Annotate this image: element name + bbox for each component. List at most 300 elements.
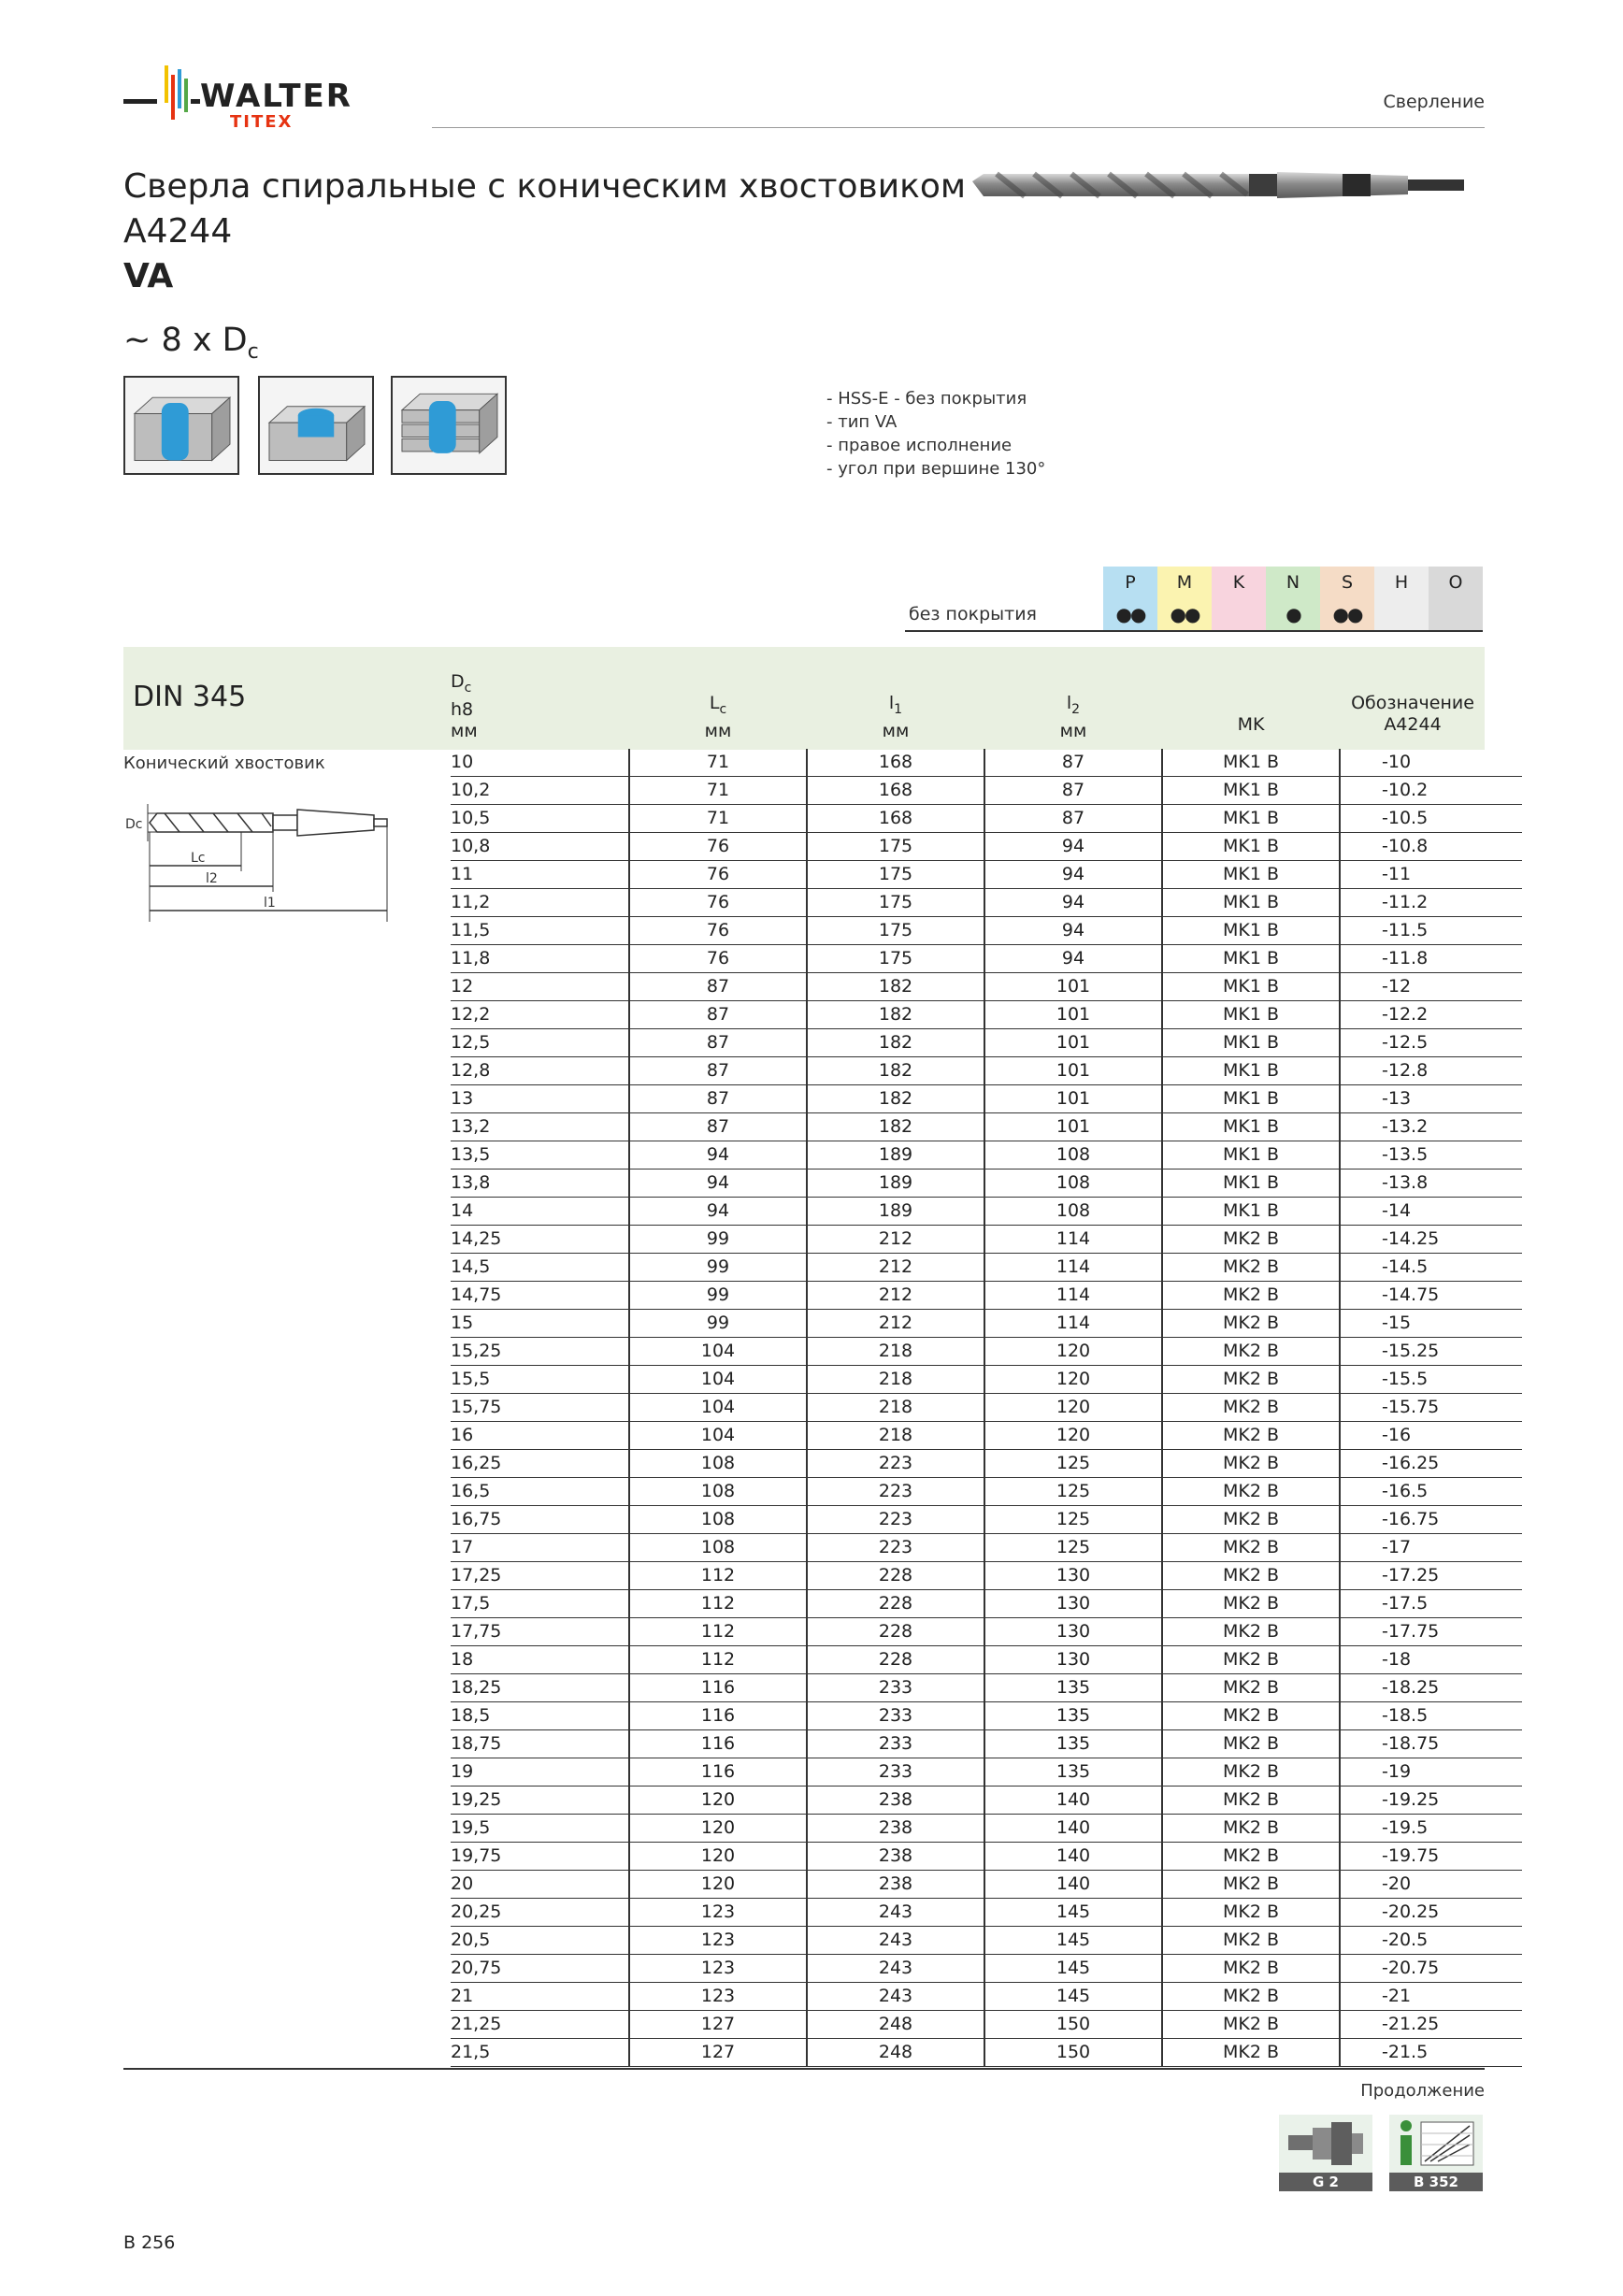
cell-flute-length: 127 [629, 2011, 807, 2039]
cell-flute-length: 87 [629, 1085, 807, 1113]
cell-overall-length: 168 [807, 805, 984, 833]
cell-flute-length: 94 [629, 1141, 807, 1170]
header-l2: $l_2$ мм [1059, 693, 1087, 741]
cell-diameter: 19 [451, 1758, 629, 1787]
table-row [451, 861, 1522, 889]
cell-l2-length: 87 [984, 805, 1162, 833]
cell-diameter: 14 [451, 1198, 629, 1226]
cell-flute-length: 99 [629, 1282, 807, 1310]
cell-designation: -20.25 [1340, 1899, 1522, 1927]
page-title [123, 165, 966, 299]
cell-morse-taper: MK1 B [1162, 1085, 1340, 1113]
cell-diameter: 11,5 [451, 917, 629, 945]
cell-flute-length: 123 [629, 1983, 807, 2011]
svg-text:l1: l1 [264, 896, 276, 911]
din-standard-label: DIN 345 [133, 681, 247, 713]
cell-l2-length: 120 [984, 1422, 1162, 1450]
cell-designation: -15 [1340, 1310, 1522, 1338]
cell-morse-taper: MK1 B [1162, 917, 1340, 945]
cell-flute-length: 87 [629, 973, 807, 1001]
cell-diameter: 11,8 [451, 945, 629, 973]
cell-diameter: 20 [451, 1871, 629, 1899]
cell-diameter: 14,25 [451, 1226, 629, 1254]
header-mk: MK [1237, 714, 1265, 735]
cell-morse-taper: MK2 B [1162, 1534, 1340, 1562]
cell-l2-length: 108 [984, 1141, 1162, 1170]
ratio-prefix: ~ 8 x D [123, 322, 248, 359]
cell-diameter: 21,5 [451, 2039, 629, 2067]
table-row [451, 805, 1522, 833]
through-hole-icon [123, 376, 239, 475]
cell-overall-length: 182 [807, 1029, 984, 1057]
table-row [451, 1674, 1522, 1702]
cell-morse-taper: MK2 B [1162, 1815, 1340, 1843]
cell-designation: -13.5 [1340, 1141, 1522, 1170]
cell-l2-length: 125 [984, 1506, 1162, 1534]
cell-morse-taper: MK1 B [1162, 1001, 1340, 1029]
cell-l2-length: 87 [984, 749, 1162, 777]
table-row [451, 1534, 1522, 1562]
cell-l2-length: 120 [984, 1338, 1162, 1366]
cell-morse-taper: MK2 B [1162, 1338, 1340, 1366]
cell-designation: -19 [1340, 1758, 1522, 1787]
cell-diameter: 20,5 [451, 1927, 629, 1955]
cell-morse-taper: MK2 B [1162, 1478, 1340, 1506]
suitability-o [1429, 598, 1483, 631]
cell-flute-length: 112 [629, 1590, 807, 1618]
cell-morse-taper: MK2 B [1162, 2039, 1340, 2067]
cell-morse-taper: MK1 B [1162, 1198, 1340, 1226]
cell-morse-taper: MK2 B [1162, 1506, 1340, 1534]
cell-overall-length: 233 [807, 1758, 984, 1787]
cell-morse-taper: MK2 B [1162, 1702, 1340, 1730]
table-row [451, 1955, 1522, 1983]
cell-designation: -11.5 [1340, 917, 1522, 945]
cell-diameter: 18,25 [451, 1674, 629, 1702]
cell-diameter: 15 [451, 1310, 629, 1338]
cell-flute-length: 112 [629, 1618, 807, 1646]
cell-overall-length: 243 [807, 1927, 984, 1955]
suitability-p: ●● [1103, 598, 1157, 631]
cell-morse-taper: MK2 B [1162, 1226, 1340, 1254]
cell-overall-length: 218 [807, 1338, 984, 1366]
title-line-1: Сверла спиральные с коническим хвостовиком [123, 167, 967, 206]
cell-overall-length: 223 [807, 1450, 984, 1478]
cell-l2-length: 94 [984, 917, 1162, 945]
header-lc: $L_c$ мм [704, 693, 732, 741]
cell-designation: -12.2 [1340, 1001, 1522, 1029]
cell-overall-length: 228 [807, 1618, 984, 1646]
cell-flute-length: 71 [629, 777, 807, 805]
cell-designation: -20 [1340, 1871, 1522, 1899]
table-row [451, 1394, 1522, 1422]
table-row [451, 1590, 1522, 1618]
cell-l2-length: 130 [984, 1618, 1162, 1646]
cell-overall-length: 182 [807, 1085, 984, 1113]
cell-diameter: 21,25 [451, 2011, 629, 2039]
cell-flute-length: 104 [629, 1366, 807, 1394]
table-row [451, 1282, 1522, 1310]
table-row [451, 1927, 1522, 1955]
cell-overall-length: 218 [807, 1422, 984, 1450]
cell-flute-length: 108 [629, 1534, 807, 1562]
table-row [451, 973, 1522, 1001]
cell-designation: -16 [1340, 1422, 1522, 1450]
cell-designation: -12.8 [1340, 1057, 1522, 1085]
cell-flute-length: 99 [629, 1254, 807, 1282]
cell-overall-length: 248 [807, 2039, 984, 2067]
cell-overall-length: 212 [807, 1226, 984, 1254]
stacked-plates-icon [391, 376, 507, 475]
table-row [451, 2039, 1522, 2067]
cell-morse-taper: MK2 B [1162, 1366, 1340, 1394]
cell-l2-length: 108 [984, 1198, 1162, 1226]
cell-diameter: 20,75 [451, 1955, 629, 1983]
cell-diameter: 17,75 [451, 1618, 629, 1646]
cell-flute-length: 112 [629, 1562, 807, 1590]
suitability-k [1212, 598, 1266, 631]
cell-l2-length: 135 [984, 1758, 1162, 1787]
cell-designation: -19.5 [1340, 1815, 1522, 1843]
cell-morse-taper: MK2 B [1162, 1899, 1340, 1927]
suitability-s: ●● [1320, 598, 1374, 631]
cell-l2-length: 114 [984, 1282, 1162, 1310]
cell-diameter: 16 [451, 1422, 629, 1450]
cell-designation: -18.75 [1340, 1730, 1522, 1758]
cell-overall-length: 248 [807, 2011, 984, 2039]
cell-morse-taper: MK2 B [1162, 1927, 1340, 1955]
cell-flute-length: 123 [629, 1955, 807, 1983]
drill-product-image [969, 163, 1492, 208]
cell-overall-length: 189 [807, 1198, 984, 1226]
cell-diameter: 17 [451, 1534, 629, 1562]
cell-designation: -19.75 [1340, 1843, 1522, 1871]
cell-l2-length: 114 [984, 1226, 1162, 1254]
table-row [451, 1983, 1522, 2011]
cell-l2-length: 130 [984, 1562, 1162, 1590]
cell-morse-taper: MK2 B [1162, 1983, 1340, 2011]
cell-designation: -21.25 [1340, 2011, 1522, 2039]
table-row [451, 1450, 1522, 1478]
logo-sub-text: TITEX [230, 112, 294, 132]
header-rule [432, 127, 1485, 128]
cell-l2-length: 120 [984, 1394, 1162, 1422]
table-row [451, 917, 1522, 945]
cell-overall-length: 228 [807, 1562, 984, 1590]
cell-diameter: 13,2 [451, 1113, 629, 1141]
cell-l2-length: 140 [984, 1871, 1162, 1899]
cell-designation: -16.5 [1340, 1478, 1522, 1506]
cell-flute-length: 123 [629, 1927, 807, 1955]
table-row [451, 1815, 1522, 1843]
cell-flute-length: 87 [629, 1057, 807, 1085]
cell-diameter: 19,75 [451, 1843, 629, 1871]
cell-l2-length: 94 [984, 861, 1162, 889]
cell-overall-length: 212 [807, 1310, 984, 1338]
feature-item: - тип VA [826, 412, 898, 432]
cell-l2-length: 114 [984, 1310, 1162, 1338]
cell-flute-length: 87 [629, 1029, 807, 1057]
cell-overall-length: 212 [807, 1282, 984, 1310]
table-row [451, 1702, 1522, 1730]
cell-designation: -11.2 [1340, 889, 1522, 917]
section-label: Сверление [1383, 92, 1485, 112]
cell-flute-length: 108 [629, 1450, 807, 1478]
header-l1: $l_1$ мм [882, 693, 910, 741]
table-row [451, 1478, 1522, 1506]
suitability-h [1374, 598, 1429, 631]
cell-flute-length: 104 [629, 1394, 807, 1422]
table-row [451, 777, 1522, 805]
material-codes-row [905, 567, 1483, 598]
cell-morse-taper: MK2 B [1162, 1450, 1340, 1478]
svg-text:Dc: Dc [125, 817, 143, 832]
cell-morse-taper: MK2 B [1162, 1730, 1340, 1758]
cell-designation: -20.5 [1340, 1927, 1522, 1955]
cell-flute-length: 87 [629, 1113, 807, 1141]
cell-flute-length: 123 [629, 1899, 807, 1927]
feature-item: - правое исполнение [826, 436, 1013, 455]
cell-l2-length: 101 [984, 1057, 1162, 1085]
cell-designation: -15.75 [1340, 1394, 1522, 1422]
cell-morse-taper: MK2 B [1162, 1422, 1340, 1450]
cell-designation: -18 [1340, 1646, 1522, 1674]
cell-l2-length: 145 [984, 1983, 1162, 2011]
cell-designation: -14.5 [1340, 1254, 1522, 1282]
reference-tag: G 2 [1279, 2173, 1372, 2191]
cell-diameter: 12,8 [451, 1057, 629, 1085]
cell-l2-length: 125 [984, 1478, 1162, 1506]
cell-morse-taper: MK1 B [1162, 833, 1340, 861]
cell-designation: -18.5 [1340, 1702, 1522, 1730]
table-row [451, 1562, 1522, 1590]
cell-flute-length: 94 [629, 1170, 807, 1198]
cell-morse-taper: MK1 B [1162, 1170, 1340, 1198]
cell-flute-length: 108 [629, 1506, 807, 1534]
table-row [451, 1001, 1522, 1029]
cell-overall-length: 223 [807, 1506, 984, 1534]
cell-diameter: 11 [451, 861, 629, 889]
ratio-sub: c [247, 340, 259, 364]
cell-flute-length: 127 [629, 2039, 807, 2067]
cell-designation: -13.8 [1340, 1170, 1522, 1198]
cell-overall-length: 182 [807, 1113, 984, 1141]
cell-designation: -14 [1340, 1198, 1522, 1226]
cell-overall-length: 175 [807, 945, 984, 973]
cell-diameter: 17,5 [451, 1590, 629, 1618]
cell-morse-taper: MK1 B [1162, 1141, 1340, 1170]
cell-diameter: 10 [451, 749, 629, 777]
cell-designation: -17 [1340, 1534, 1522, 1562]
cell-overall-length: 175 [807, 861, 984, 889]
continuation-label: Продолжение [1360, 2081, 1485, 2101]
cell-flute-length: 76 [629, 833, 807, 861]
cell-overall-length: 182 [807, 1001, 984, 1029]
cell-morse-taper: MK2 B [1162, 1646, 1340, 1674]
cell-flute-length: 116 [629, 1758, 807, 1787]
cell-flute-length: 94 [629, 1198, 807, 1226]
drill-size-table-body [451, 749, 1522, 2067]
cell-diameter: 13,5 [451, 1141, 629, 1170]
cell-designation: -11 [1340, 861, 1522, 889]
cell-l2-length: 140 [984, 1843, 1162, 1871]
cell-diameter: 20,25 [451, 1899, 629, 1927]
cell-l2-length: 101 [984, 1001, 1162, 1029]
cell-overall-length: 212 [807, 1254, 984, 1282]
cell-l2-length: 120 [984, 1366, 1162, 1394]
material-code-k: K [1212, 567, 1266, 598]
cell-morse-taper: MK2 B [1162, 1758, 1340, 1787]
cell-designation: -19.25 [1340, 1787, 1522, 1815]
cell-overall-length: 218 [807, 1366, 984, 1394]
cell-flute-length: 76 [629, 889, 807, 917]
cell-morse-taper: MK1 B [1162, 1057, 1340, 1085]
cell-morse-taper: MK2 B [1162, 1254, 1340, 1282]
table-row [451, 1170, 1522, 1198]
material-code-m: M [1157, 567, 1212, 598]
cell-diameter: 16,75 [451, 1506, 629, 1534]
cell-designation: -10.2 [1340, 777, 1522, 805]
cell-l2-length: 145 [984, 1927, 1162, 1955]
table-bottom-rule [123, 2068, 1485, 2070]
cell-overall-length: 189 [807, 1141, 984, 1170]
cell-diameter: 19,5 [451, 1815, 629, 1843]
cell-flute-length: 120 [629, 1843, 807, 1871]
cell-designation: -14.75 [1340, 1282, 1522, 1310]
cell-diameter: 16,25 [451, 1450, 629, 1478]
cell-overall-length: 238 [807, 1871, 984, 1899]
material-code-o: O [1429, 567, 1483, 598]
cell-overall-length: 175 [807, 833, 984, 861]
material-code-n: N [1266, 567, 1320, 598]
cell-l2-length: 125 [984, 1534, 1162, 1562]
cell-overall-length: 228 [807, 1646, 984, 1674]
cell-morse-taper: MK2 B [1162, 1282, 1340, 1310]
cell-l2-length: 94 [984, 833, 1162, 861]
cell-overall-length: 243 [807, 1983, 984, 2011]
cell-overall-length: 175 [807, 917, 984, 945]
table-row [451, 1843, 1522, 1871]
cell-overall-length: 175 [807, 889, 984, 917]
cell-l2-length: 150 [984, 2039, 1162, 2067]
feature-list [826, 387, 1045, 481]
cell-morse-taper: MK2 B [1162, 1871, 1340, 1899]
cell-flute-length: 76 [629, 917, 807, 945]
cell-diameter: 17,25 [451, 1562, 629, 1590]
svg-text:l2: l2 [206, 871, 218, 886]
cell-l2-length: 130 [984, 1646, 1162, 1674]
cell-morse-taper: MK2 B [1162, 2011, 1340, 2039]
table-row [451, 1113, 1522, 1141]
cell-flute-length: 116 [629, 1674, 807, 1702]
cell-flute-length: 71 [629, 749, 807, 777]
table-row [451, 1899, 1522, 1927]
cell-overall-length: 228 [807, 1590, 984, 1618]
cell-morse-taper: MK2 B [1162, 1787, 1340, 1815]
material-suitability-row [905, 598, 1483, 631]
table-row [451, 1871, 1522, 1899]
cell-designation: -17.25 [1340, 1562, 1522, 1590]
cell-designation: -20.75 [1340, 1955, 1522, 1983]
table-row [451, 1730, 1522, 1758]
cell-overall-length: 233 [807, 1674, 984, 1702]
material-code-h: H [1374, 567, 1429, 598]
cell-designation: -16.25 [1340, 1450, 1522, 1478]
cell-designation: -12.5 [1340, 1029, 1522, 1057]
reference-link-g2[interactable] [1279, 2115, 1372, 2191]
cell-flute-length: 71 [629, 805, 807, 833]
table-row [451, 1029, 1522, 1057]
cell-overall-length: 223 [807, 1534, 984, 1562]
cell-l2-length: 101 [984, 1085, 1162, 1113]
cell-morse-taper: MK2 B [1162, 1394, 1340, 1422]
cell-overall-length: 233 [807, 1730, 984, 1758]
table-row [451, 1758, 1522, 1787]
cell-designation: -21.5 [1340, 2039, 1522, 2067]
cell-designation: -13.2 [1340, 1113, 1522, 1141]
material-code-p: P [1103, 567, 1157, 598]
cell-flute-length: 108 [629, 1478, 807, 1506]
cell-flute-length: 112 [629, 1646, 807, 1674]
table-row [451, 889, 1522, 917]
cell-diameter: 18,75 [451, 1730, 629, 1758]
cell-designation: -17.75 [1340, 1618, 1522, 1646]
table-row [451, 1787, 1522, 1815]
cell-l2-length: 130 [984, 1590, 1162, 1618]
cell-l2-length: 94 [984, 889, 1162, 917]
suitability-n: ● [1266, 598, 1320, 631]
cell-designation: -11.8 [1340, 945, 1522, 973]
table-row [451, 1226, 1522, 1254]
cell-l2-length: 101 [984, 1029, 1162, 1057]
cell-morse-taper: MK2 B [1162, 1618, 1340, 1646]
page-number: B 256 [123, 2232, 176, 2253]
cell-morse-taper: MK1 B [1162, 861, 1340, 889]
cell-l2-length: 135 [984, 1730, 1162, 1758]
cell-diameter: 11,2 [451, 889, 629, 917]
cell-l2-length: 108 [984, 1170, 1162, 1198]
title-line-3: VA [123, 257, 174, 295]
cell-l2-length: 140 [984, 1815, 1162, 1843]
cell-diameter: 12,2 [451, 1001, 629, 1029]
svg-text:Lc: Lc [191, 851, 206, 866]
cell-l2-length: 150 [984, 2011, 1162, 2039]
cell-flute-length: 120 [629, 1815, 807, 1843]
cell-l2-length: 135 [984, 1674, 1162, 1702]
cell-diameter: 14,5 [451, 1254, 629, 1282]
table-row [451, 1422, 1522, 1450]
reference-link-b352[interactable] [1389, 2115, 1483, 2191]
cell-morse-taper: MK1 B [1162, 777, 1340, 805]
material-code-s: S [1320, 567, 1374, 598]
cell-designation: -15.5 [1340, 1366, 1522, 1394]
table-row [451, 1618, 1522, 1646]
suitability-m: ●● [1157, 598, 1212, 631]
cell-overall-length: 218 [807, 1394, 984, 1422]
cell-diameter: 10,8 [451, 833, 629, 861]
table-row [451, 1366, 1522, 1394]
table-row [451, 833, 1522, 861]
cell-overall-length: 168 [807, 777, 984, 805]
cell-diameter: 12 [451, 973, 629, 1001]
table-row [451, 1198, 1522, 1226]
cell-l2-length: 140 [984, 1787, 1162, 1815]
cell-flute-length: 116 [629, 1730, 807, 1758]
cell-flute-length: 104 [629, 1338, 807, 1366]
cell-morse-taper: MK2 B [1162, 1843, 1340, 1871]
cell-overall-length: 182 [807, 973, 984, 1001]
header-dc: $D_c$ h8 мм [451, 671, 478, 741]
